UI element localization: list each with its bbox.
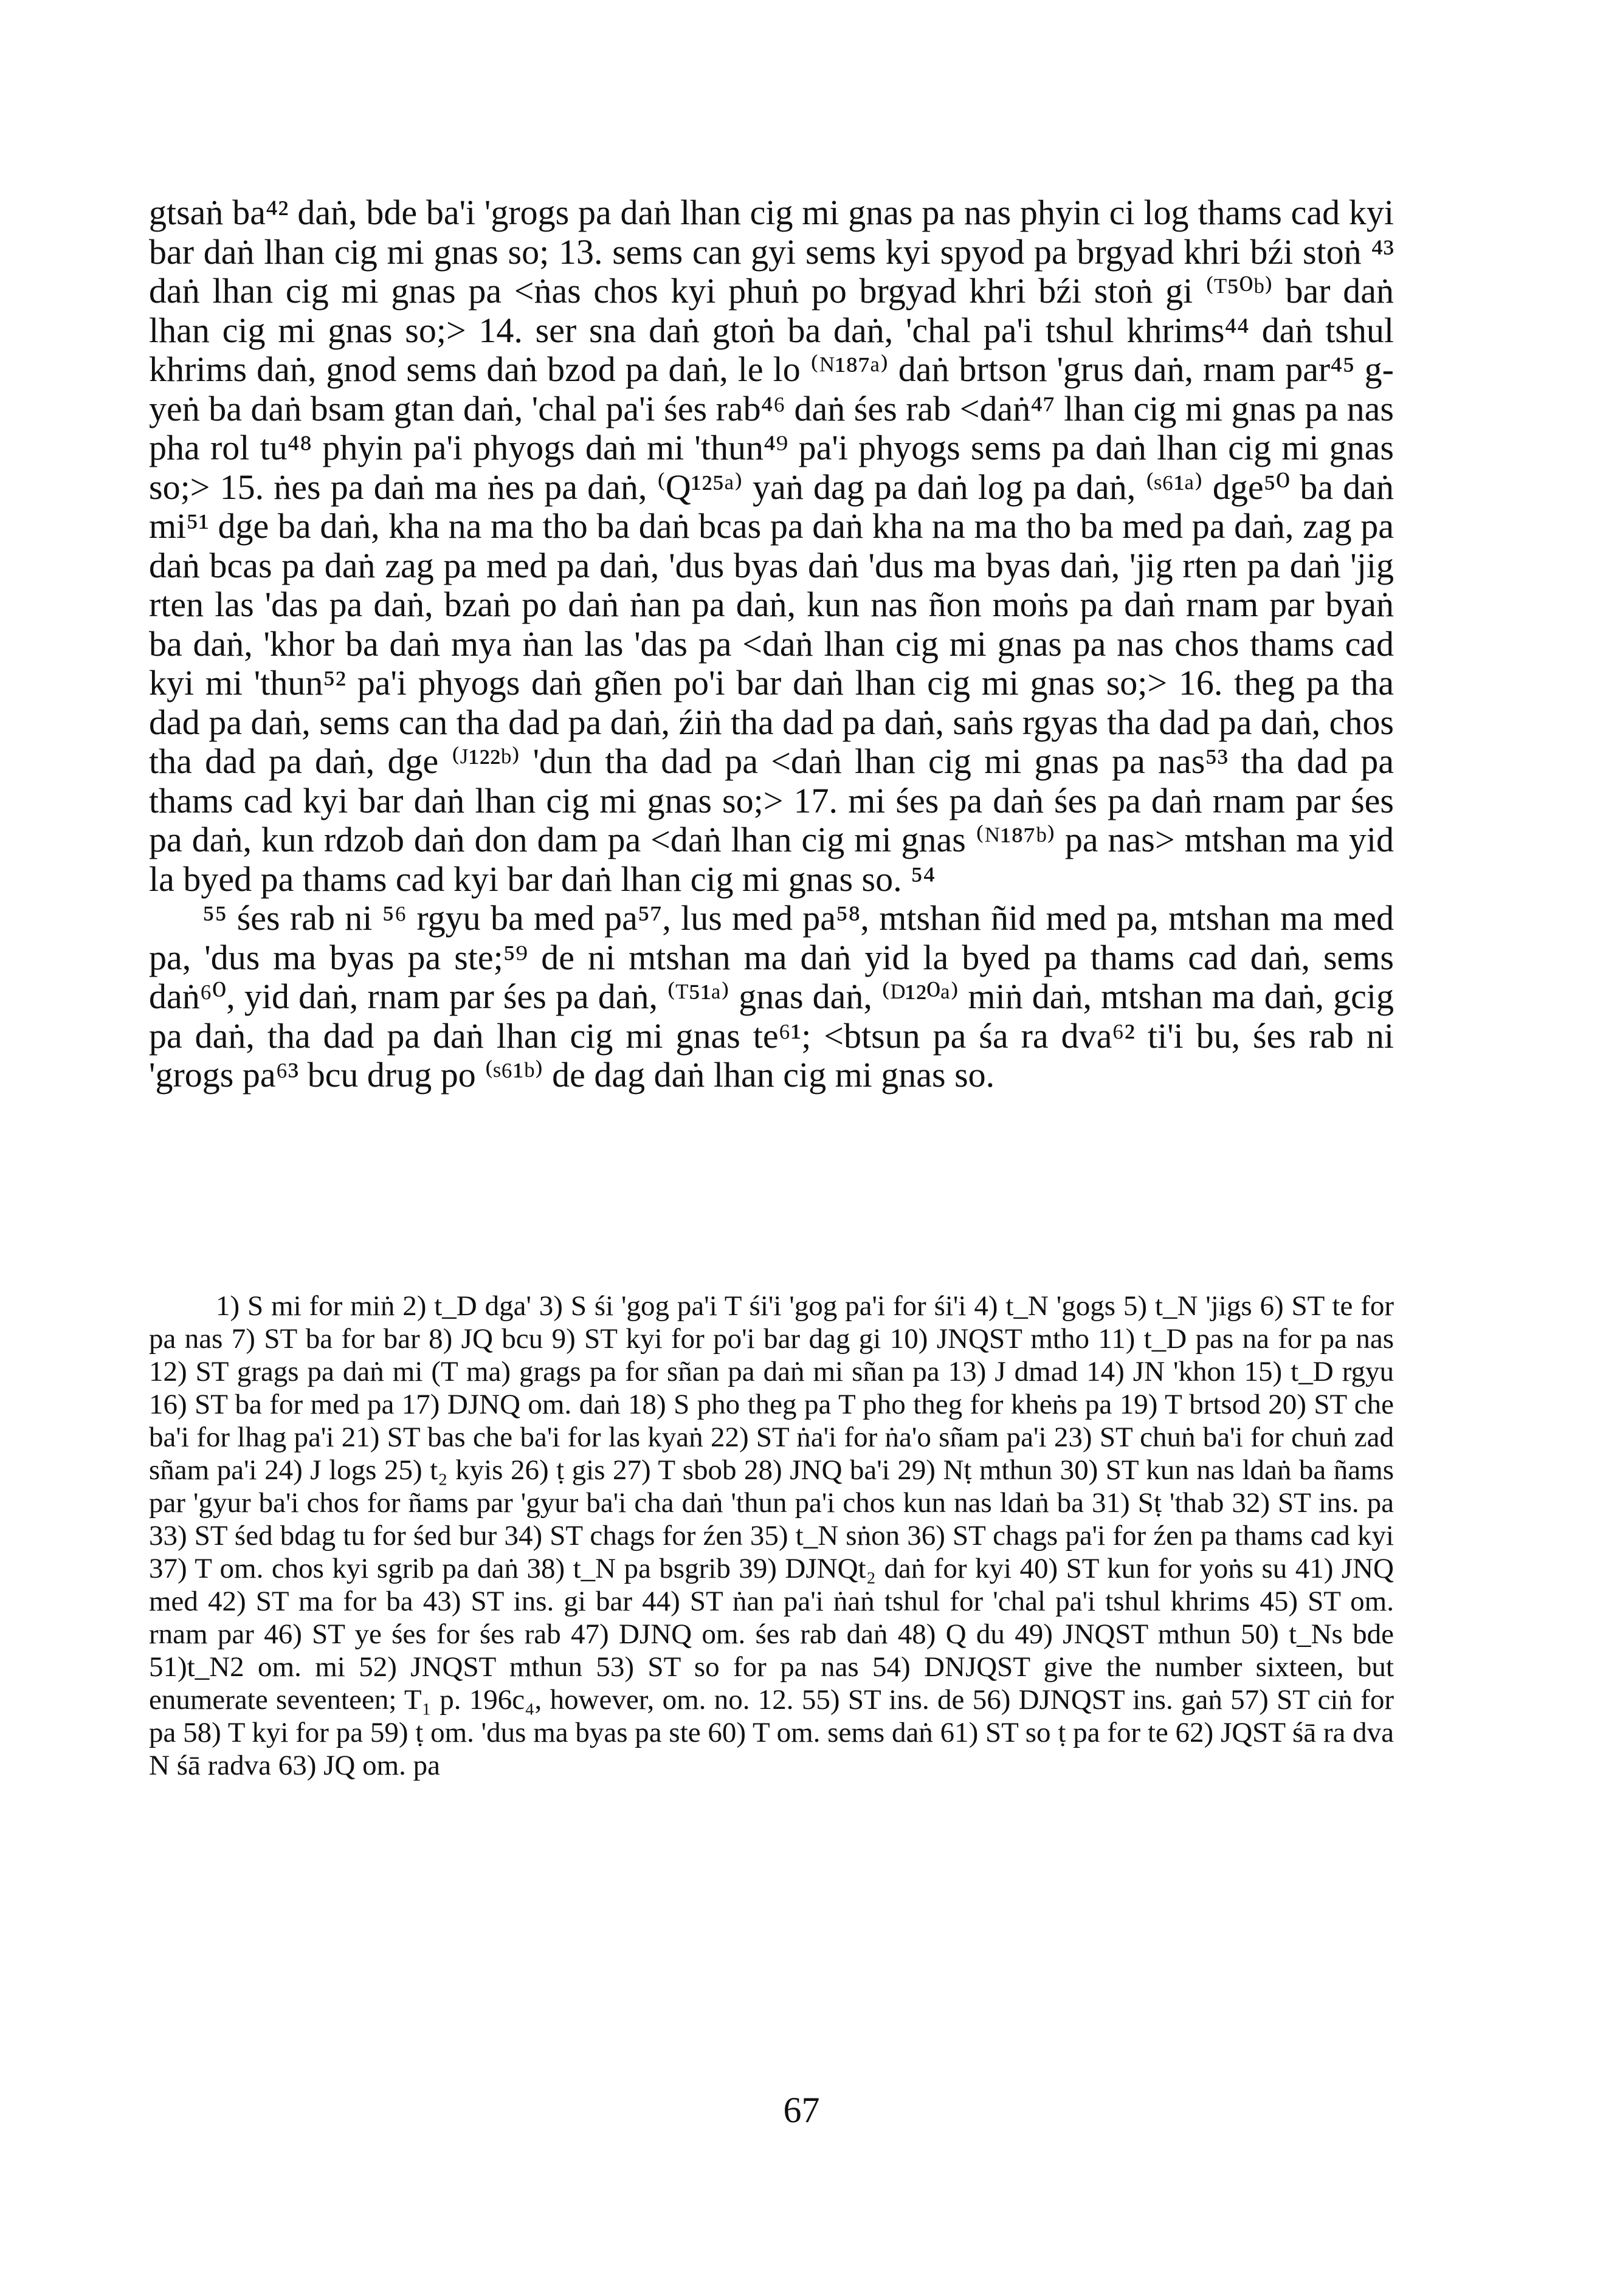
paragraph-1: gtsaṅ ba⁴² daṅ, bde ba'i 'grogs pa daṅ lhan cig mi gnas pa nas phyin ci log thams cad kyi bar daṅ lhan cig mi gnas so; 13. sems can gyi sems kyi spyod pa brgyad khri bźi stoṅ ⁴³ daṅ lhan cig mi gnas pa <ṅas chos kyi phuṅ po brgyad khri bźi stoṅ gi ⁽ᵀ⁵⁰ᵇ⁾ bar daṅ lhan cig mi gnas so;> 14. ser sna daṅ gtoṅ ba daṅ, 'chal pa'i tshul khrims⁴⁴ daṅ tshul khrims daṅ, gnod sems daṅ bzod pa daṅ, le lo ⁽ᴺ¹⁸⁷ᵃ⁾ daṅ brtson 'grus daṅ, rnam par⁴⁵ g-yeṅ ba daṅ bsam gtan daṅ, 'chal pa'i śes rab⁴⁶ daṅ śes rab <daṅ⁴⁷ lhan cig mi gnas pa nas pha rol tu⁴⁸ phyin pa'i phyogs daṅ mi 'thun⁴⁹ pa'i phyogs sems pa daṅ lhan cig mi gnas so;> 15. ṅes pa daṅ ma ṅes pa daṅ, ⁽Q¹²⁵ᵃ⁾ yaṅ dag pa daṅ log pa daṅ, ⁽ˢ⁶¹ᵃ⁾ dge⁵⁰ ba daṅ mi⁵¹ dge ba daṅ, kha na ma tho ba daṅ bcas pa daṅ kha na ma tho ba med pa daṅ, zag pa daṅ bcas pa daṅ zag pa med pa daṅ, 'dus byas daṅ 'dus ma byas daṅ, 'jig rten pa daṅ 'jig rten las 'das pa daṅ, bzaṅ po daṅ ṅan pa daṅ, kun nas ñon moṅs pa daṅ rnam par byaṅ ba daṅ, 'khor ba daṅ mya ṅan las 'das pa <daṅ lhan cig mi gnas pa nas chos thams cad kyi mi 'thun⁵² pa'i phyogs daṅ gñen po'i bar daṅ lhan cig mi gnas so;> 16. theg pa tha dad pa daṅ, sems can tha dad pa daṅ, źiṅ tha dad pa daṅ, saṅs rgyas tha dad pa daṅ, chos tha dad pa daṅ, dge ⁽ᴶ¹²²ᵇ⁾ 'dun tha dad pa <daṅ lhan cig mi gnas pa nas⁵³ tha dad pa thams cad kyi bar daṅ lhan cig mi gnas so;> 17. mi śes pa daṅ śes pa daṅ rnam par śes pa daṅ, kun rdzob daṅ don dam pa <daṅ lhan cig mi gnas ⁽ᴺ¹⁸⁷ᵇ⁾ pa nas> mtshan ma yid la byed pa thams cad kyi bar daṅ lhan cig mi gnas so. ⁵⁴	[149, 193, 1394, 899]
paragraph-2: ⁵⁵ śes rab ni ⁵⁶ rgyu ba med pa⁵⁷, lus med pa⁵⁸, mtshan ñid med pa, mtshan ma med pa, 'dus ma byas pa ste;⁵⁹ de ni mtshan ma daṅ yid la byed pa thams cad daṅ, sems daṅ⁶⁰, yid daṅ, rnam par śes pa daṅ, ⁽ᵀ⁵¹ᵃ⁾ gnas daṅ, ⁽ᴰ¹²⁰ᵃ⁾ miṅ daṅ, mtshan ma daṅ, gcig pa daṅ, tha dad pa daṅ lhan cig mi gnas te⁶¹; <btsun pa śa ra dva⁶² ti'i bu, śes rab ni 'grogs pa⁶³ bcu drug po ⁽ˢ⁶¹ᵇ⁾ de dag daṅ lhan cig mi gnas so.	[149, 898, 1394, 1095]
footnotes	[149, 1290, 1394, 1782]
page-number: 67	[783, 2090, 820, 2130]
footnote-text: 1) S mi for miṅ 2) t_D dga' 3) S śi 'gog pa'i T śi'i 'gog pa'i for śi'i 4) t_N 'gogs 5) t_N 'jigs 6) ST te for pa nas 7) ST ba for bar 8) JQ bcu 9) ST kyi for po'i bar dag gi 10) JNQST mtho 11) t_D pas na for pa nas 12) ST grags pa daṅ mi (T ma) grags pa for sñan pa daṅ mi sñan pa 13) J dmad 14) JN 'khon 15) t_D rgyu 16) ST ba for med pa 17) DJNQ om. daṅ 18) S pho theg pa T pho theg for kheṅs pa 19) T brtsod 20) ST che ba'i for lhag pa'i 21) ST bas che ba'i for las kyaṅ 22) ST ṅa'i for ṅa'o sñam pa'i 23) ST chuṅ ba'i for chuṅ zad sñam pa'i 24) J logs 25) t₂ kyis 26) ṭ gis 27) T sbob 28) JNQ ba'i 29) Nṭ mthun 30) ST kun nas ldaṅ ba ñams par 'gyur ba'i chos for ñams par 'gyur ba'i cha daṅ 'thun pa'i chos kun nas ldaṅ ba 31) Sṭ 'thab 32) ST ins. pa 33) ST śed bdag tu for śed bur 34) ST chags for źen 35) t_N sṅon 36) ST chags pa'i for źen pa thams cad kyi 37) T om. chos kyi sgrib pa daṅ 38) t_N pa bsgrib 39) DJNQt₂ daṅ for kyi 40) ST kun for yoṅs su 41) JNQ med 42) ST ma for ba 43) ST ins. gi bar 44) ST ṅan pa'i ṅaṅ tshul for 'chal pa'i tshul khrims 45) ST om. rnam par 46) ST ye śes for śes rab 47) DJNQ om. śes rab daṅ 48) Q du 49) JNQST mthun 50) t_Ns bde 51)t_N2 om. mi 52) JNQST mthun 53) ST so for pa nas 54) DNJQST give the number sixteen, but enumerate seventeen; T₁ p. 196c₄, however, om. no. 12. 55) ST ins. de 56) DJNQST ins. gaṅ 57) ST ciṅ for pa 58) T kyi for pa 59) ṭ om. 'dus ma byas pa ste 60) T om. sems daṅ 61) ST so ṭ pa for te 62) JQST śā ra dva N śā radva 63) JQ om. pa	[149, 1290, 1394, 1781]
main-text	[149, 193, 1394, 1095]
